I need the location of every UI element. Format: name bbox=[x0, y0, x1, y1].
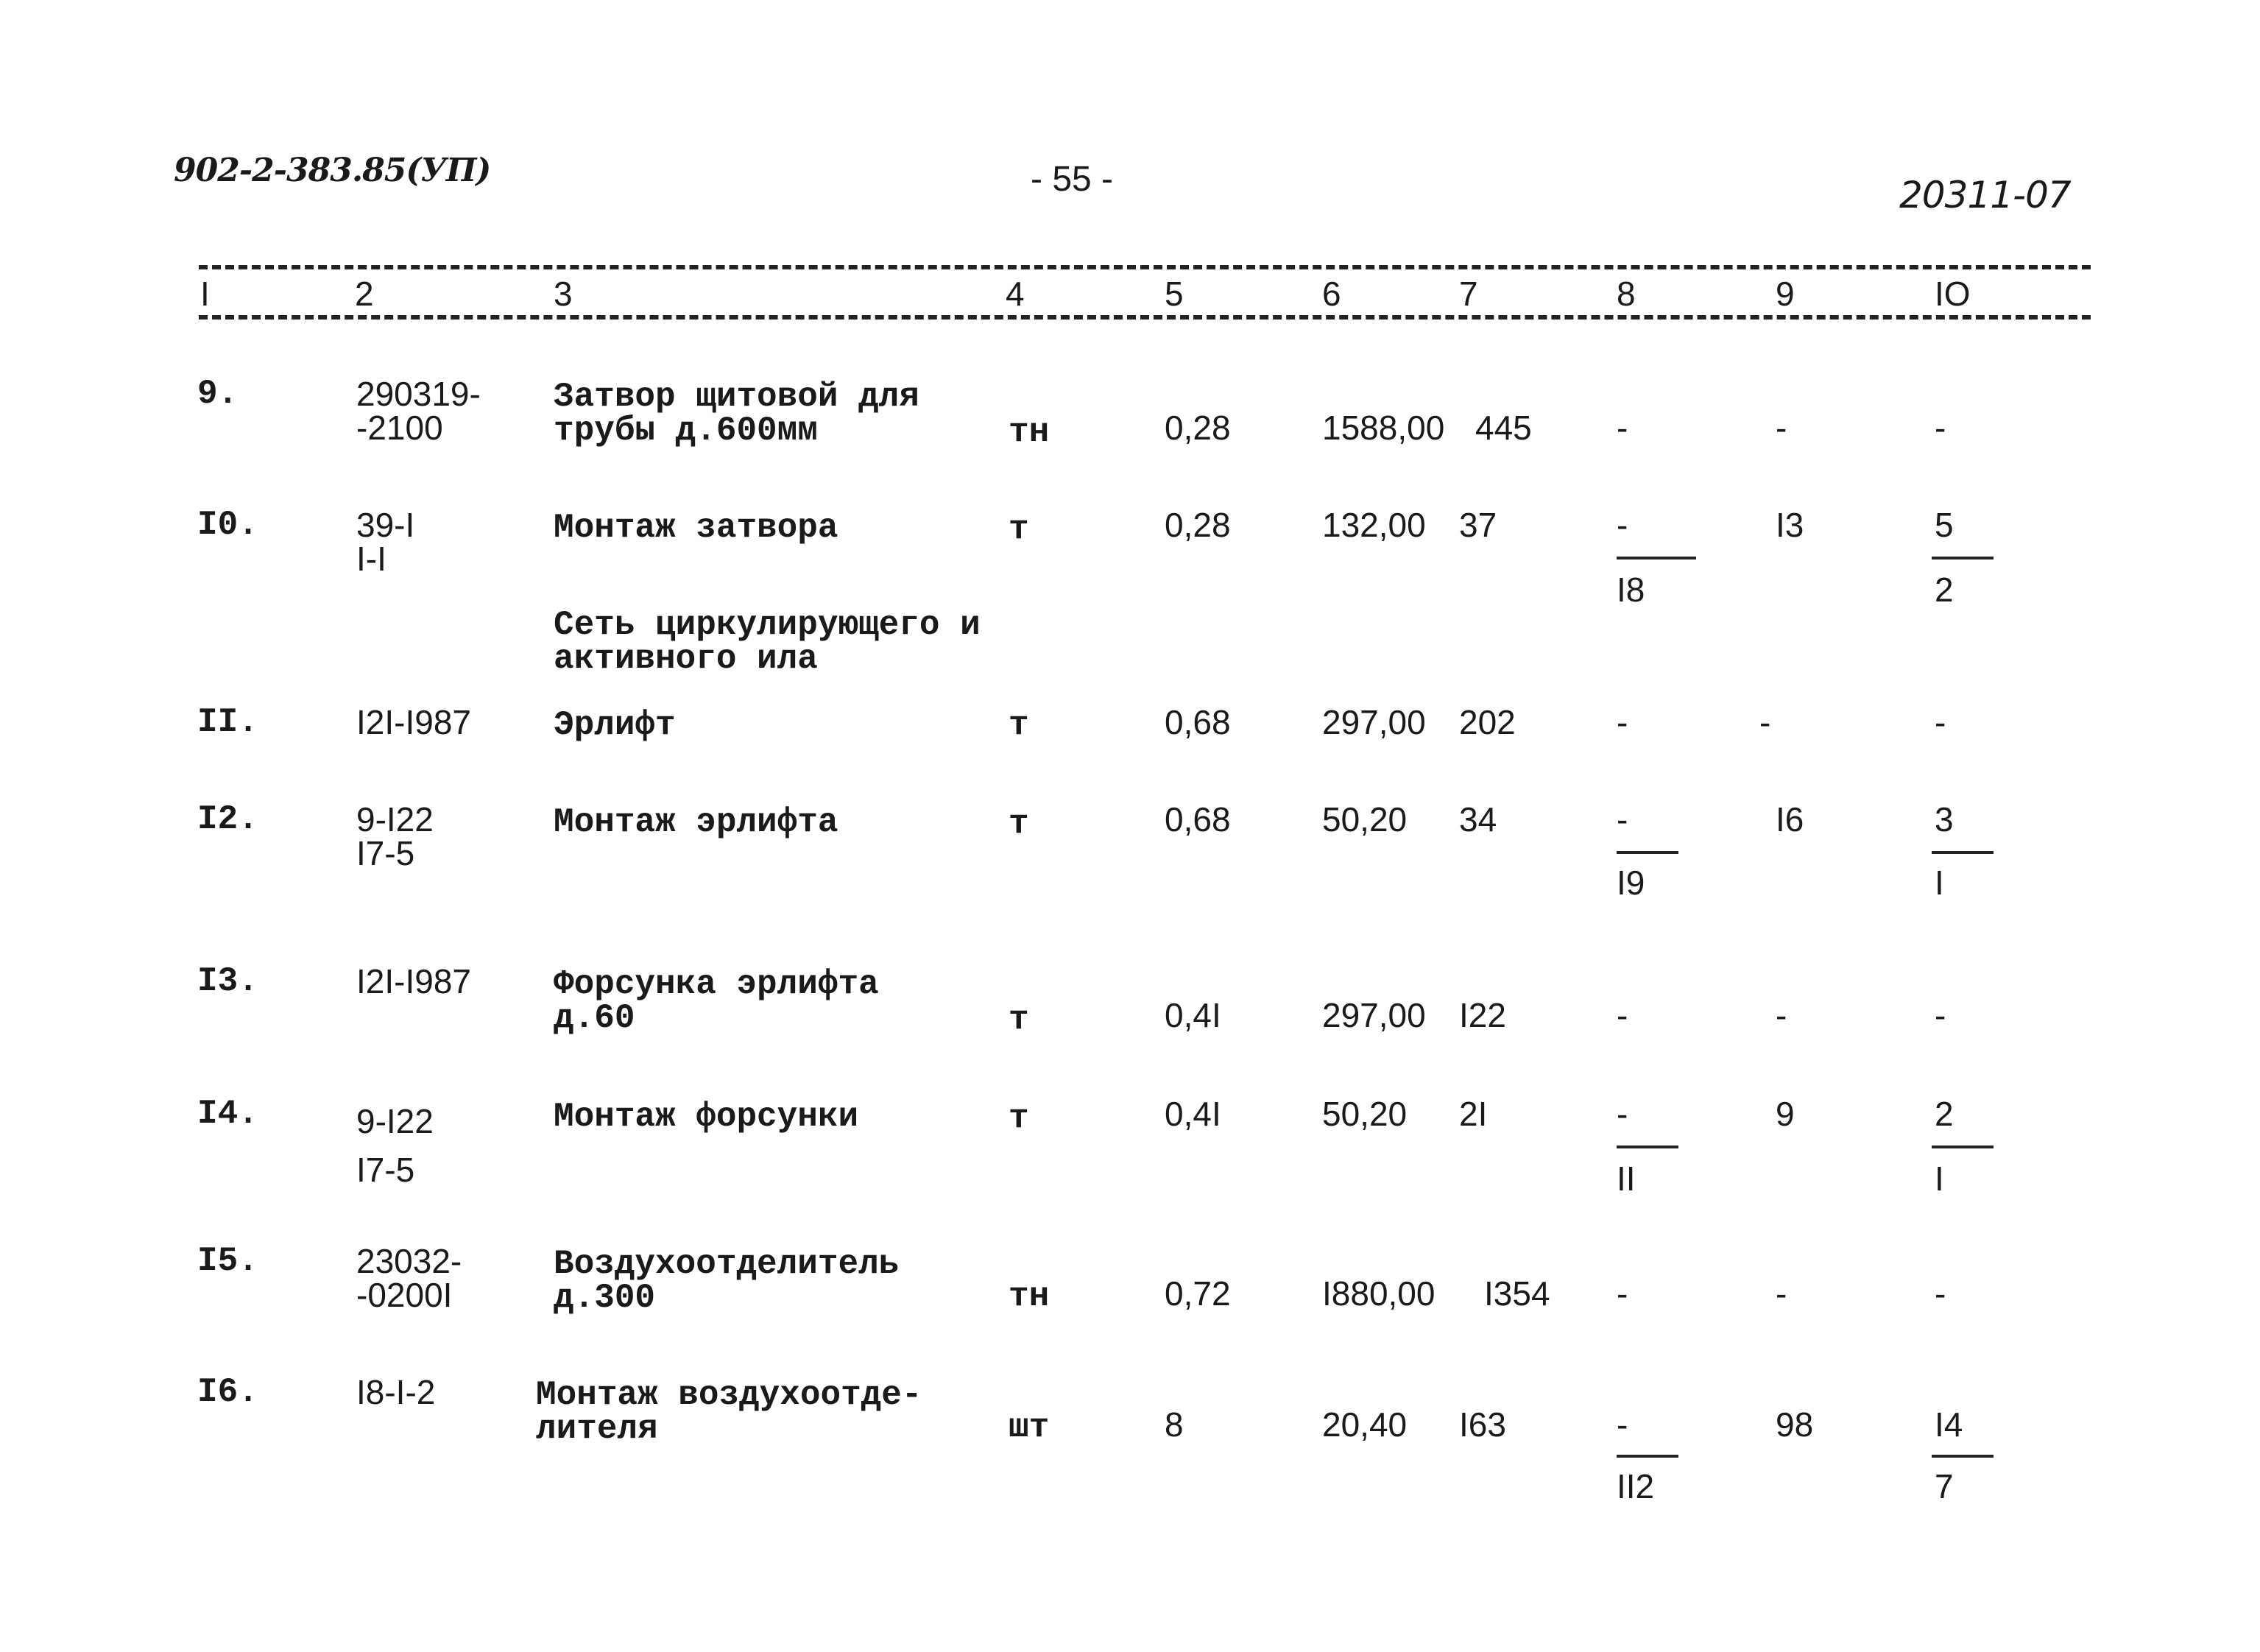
quantity: 0,28 bbox=[1165, 409, 1231, 447]
column-number: 7 bbox=[1459, 275, 1478, 313]
total-cost: I354 bbox=[1484, 1274, 1550, 1313]
norm-code: 9-I22 I7-5 bbox=[356, 800, 434, 872]
column-number: I bbox=[200, 275, 210, 313]
norm-code: 39-I I-I bbox=[356, 506, 415, 578]
col9-value: - bbox=[1776, 1274, 1787, 1313]
unit: тн bbox=[1009, 1277, 1050, 1316]
column-number: IO bbox=[1935, 275, 1971, 313]
fraction-bar bbox=[1617, 851, 1678, 854]
unit: т bbox=[1009, 1000, 1029, 1039]
total-cost: I22 bbox=[1459, 996, 1506, 1034]
unit: т bbox=[1009, 510, 1029, 548]
unit: т bbox=[1009, 805, 1029, 843]
col9-value: 98 bbox=[1776, 1405, 1814, 1444]
col8-value: - bbox=[1617, 409, 1628, 447]
col8-value: - bbox=[1617, 1274, 1628, 1313]
fraction-bar bbox=[1932, 1455, 1994, 1458]
col9-value: 9 bbox=[1776, 1095, 1795, 1133]
quantity: 0,4I bbox=[1165, 1095, 1221, 1133]
col10-numerator: 3 bbox=[1935, 800, 1954, 839]
col8-value: - bbox=[1617, 703, 1628, 741]
col8-numerator: - bbox=[1617, 800, 1628, 839]
item-name: Форсунка эрлифта д.60 bbox=[554, 965, 879, 1037]
total-cost: 445 bbox=[1475, 409, 1532, 447]
norm-code: I2I-I987 bbox=[356, 962, 471, 1000]
header-top-rule bbox=[199, 265, 2091, 269]
item-name: Монтаж эрлифта bbox=[554, 803, 838, 841]
total-cost: 202 bbox=[1459, 703, 1516, 741]
document-code: 902-2-383.85(УП) bbox=[174, 152, 491, 189]
col8-value: - bbox=[1617, 996, 1628, 1034]
item-name: Монтаж затвора bbox=[554, 509, 838, 547]
fraction-bar bbox=[1617, 1455, 1678, 1458]
unit-price: 20,40 bbox=[1322, 1405, 1408, 1444]
norm-code: I2I-I987 bbox=[356, 703, 471, 741]
total-cost: 37 bbox=[1459, 506, 1497, 544]
row-number: I3. bbox=[197, 962, 258, 1000]
col8-denominator: II2 bbox=[1617, 1467, 1655, 1505]
col9-value: - bbox=[1776, 996, 1787, 1034]
col10-value: - bbox=[1935, 409, 1946, 447]
col8-denominator: I9 bbox=[1617, 864, 1645, 902]
fraction-bar bbox=[1617, 1146, 1678, 1148]
unit-price: 297,00 bbox=[1322, 703, 1426, 741]
norm-code: 290319- -2100 bbox=[356, 375, 481, 447]
fraction-bar bbox=[1932, 1146, 1994, 1148]
col8-numerator: - bbox=[1617, 1095, 1628, 1133]
fraction-bar bbox=[1617, 557, 1696, 560]
norm-code: 23032- -0200I bbox=[356, 1242, 462, 1314]
archive-stamp: 20311-07 bbox=[1899, 174, 2071, 216]
unit-price: 50,20 bbox=[1322, 1095, 1408, 1133]
col10-denominator: 7 bbox=[1935, 1467, 1954, 1505]
col8-numerator: - bbox=[1617, 506, 1628, 544]
col10-denominator: I bbox=[1935, 864, 1944, 902]
total-cost: 34 bbox=[1459, 800, 1497, 839]
unit: тн bbox=[1009, 413, 1050, 451]
quantity: 0,68 bbox=[1165, 703, 1231, 741]
header-bottom-rule bbox=[199, 315, 2091, 320]
total-cost: 2I bbox=[1459, 1095, 1488, 1133]
page-number: - 55 - bbox=[1031, 160, 1114, 199]
column-number: 4 bbox=[1006, 275, 1025, 313]
col10-numerator: 5 bbox=[1935, 506, 1954, 544]
quantity: 8 bbox=[1165, 1405, 1184, 1444]
quantity: 0,72 bbox=[1165, 1274, 1231, 1313]
unit-price: 50,20 bbox=[1322, 800, 1408, 839]
col8-denominator: II bbox=[1617, 1159, 1636, 1198]
item-name: Воздухоотделитель д.300 bbox=[554, 1245, 900, 1317]
quantity: 0,28 bbox=[1165, 506, 1231, 544]
col10-numerator: 2 bbox=[1935, 1095, 1954, 1133]
col10-value: - bbox=[1935, 996, 1946, 1034]
row-number: I0. bbox=[197, 506, 258, 544]
col10-value: - bbox=[1935, 1274, 1946, 1313]
column-number: 5 bbox=[1165, 275, 1184, 313]
item-name: Эрлифт bbox=[554, 706, 676, 744]
item-name: Затвор щитовой для трубы д.600мм bbox=[554, 378, 919, 450]
total-cost: I63 bbox=[1459, 1405, 1506, 1444]
norm-code: I8-I-2 bbox=[356, 1373, 436, 1411]
unit-price: I880,00 bbox=[1322, 1274, 1436, 1313]
col8-denominator: I8 bbox=[1617, 571, 1645, 609]
unit-price: 297,00 bbox=[1322, 996, 1426, 1034]
column-number: 6 bbox=[1322, 275, 1341, 313]
item-name: Монтаж форсунки bbox=[554, 1098, 859, 1136]
col8-numerator: - bbox=[1617, 1405, 1628, 1444]
unit: шт bbox=[1009, 1408, 1050, 1447]
fraction-bar bbox=[1932, 557, 1994, 560]
section-title: Сеть циркулирующего и активного ила bbox=[554, 606, 981, 678]
col10-numerator: I4 bbox=[1935, 1405, 1963, 1444]
norm-code: 9-I22 I7-5 bbox=[356, 1102, 434, 1189]
row-number: I2. bbox=[197, 800, 258, 839]
unit: т bbox=[1009, 1099, 1029, 1137]
col9-value: - bbox=[1759, 703, 1771, 741]
row-number: II. bbox=[197, 703, 258, 741]
column-number: 2 bbox=[355, 275, 374, 313]
row-number: I4. bbox=[197, 1095, 258, 1133]
row-number: I5. bbox=[197, 1242, 258, 1280]
col10-value: - bbox=[1935, 703, 1946, 741]
quantity: 0,4I bbox=[1165, 996, 1221, 1034]
unit-price: 132,00 bbox=[1322, 506, 1426, 544]
col9-value: I3 bbox=[1776, 506, 1804, 544]
col10-denominator: 2 bbox=[1935, 571, 1954, 609]
col9-value: I6 bbox=[1776, 800, 1804, 839]
column-number: 8 bbox=[1617, 275, 1636, 313]
unit-price: 1588,00 bbox=[1322, 409, 1445, 447]
quantity: 0,68 bbox=[1165, 800, 1231, 839]
column-number: 9 bbox=[1776, 275, 1795, 313]
unit: т bbox=[1009, 706, 1029, 744]
fraction-bar bbox=[1932, 851, 1994, 854]
col10-denominator: I bbox=[1935, 1159, 1944, 1198]
row-number: 9. bbox=[197, 375, 239, 413]
col9-value: - bbox=[1776, 409, 1787, 447]
column-number: 3 bbox=[554, 275, 573, 313]
item-name: Монтаж воздухоотде- лителя bbox=[536, 1376, 922, 1448]
row-number: I6. bbox=[197, 1373, 258, 1411]
